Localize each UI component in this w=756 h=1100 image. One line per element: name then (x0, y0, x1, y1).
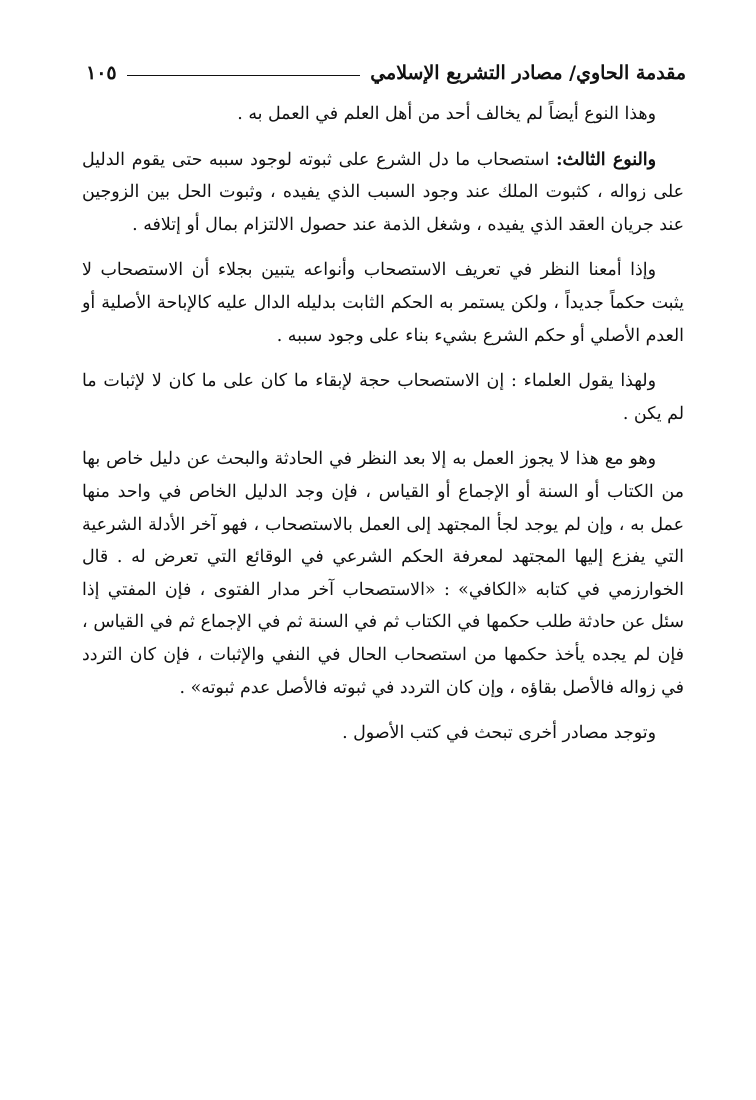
paragraph-3 (82, 254, 684, 352)
running-title: مقدمة الحاوي/ مصادر التشريع الإسلامي (370, 62, 686, 84)
header-rule (127, 75, 361, 76)
paragraph-2 (82, 144, 684, 242)
page-number: ١٠٥ (86, 62, 117, 84)
paragraph-6-text: وتوجد مصادر أخرى تبحث في كتب الأصول . (342, 723, 656, 744)
paragraph-4-text: ولهذا يقول العلماء : إن الاستصحاب حجة لإبقاء ما كان على ما كان لا لإثبات ما لم يكن . (82, 371, 684, 424)
paragraph-1-text: وهذا النوع أيضاً لم يخالف أحد من أهل العلم في العمل به . (237, 104, 656, 124)
paragraph-2-lead: والنوع الثالث: (556, 149, 657, 170)
page-body (82, 98, 684, 763)
page-header (86, 58, 686, 88)
paragraph-6 (82, 717, 684, 750)
paragraph-3-text: وإذا أمعنا النظر في تعريف الاستصحاب وأنواعه يتبين بجلاء أن الاستصحاب لا يثبت حكماً جديداً ، ولكن يستمر به الحكم الثابت بدليله الدال عليه كالإباحة الأصلية أو العدم الأصلي أو حكم الشرع بشيء بناء على وجود سببه . (82, 260, 684, 346)
paragraph-2-text: استصحاب ما دل الشرع على ثبوته لوجود سببه حتى يقوم الدليل على زواله ، كثبوت الملك عند وجود السبب الذي يفيده ، وثبوت الحل بين الزوجين عند جريان العقد الذي يفيده ، وشغل الذمة عند حصول الالتزام بمال أو إتلافه . (82, 149, 684, 235)
paragraph-1 (82, 98, 684, 131)
paragraph-4 (82, 365, 684, 430)
paragraph-5-text: وهو مع هذا لا يجوز العمل به إلا بعد النظر في الحادثة والبحث عن دليل خاص بها من الكتاب أو السنة أو الإجماع أو القياس ، فإن وجد الدليل الخاص في واحد منها عمل به ، وإن لم يوجد لجأ المجتهد إلى العمل بالاستصحاب ، فهو آخر الأدلة الشرعية التي يفزع إليها المجتهد لمعرفة الحكم الشرعي في الوقائع التي تعرض له . قال الخوارزمي في كتابه «الكافي» : «الاستصحاب آخر مدار الفتوى ، فإن المفتي إذا سئل عن حادثة طلب حكمها في الكتاب ثم في السنة ثم في الإجماع ثم في القياس ، فإن لم يجده يأخذ حكمها من استصحاب الحال في النفي والإثبات ، فإن كان التردد في زواله فالأصل بقاؤه ، وإن كان التردد في ثبوته فالأصل عدم ثبوته» . (82, 449, 684, 698)
paragraph-5 (82, 443, 684, 704)
